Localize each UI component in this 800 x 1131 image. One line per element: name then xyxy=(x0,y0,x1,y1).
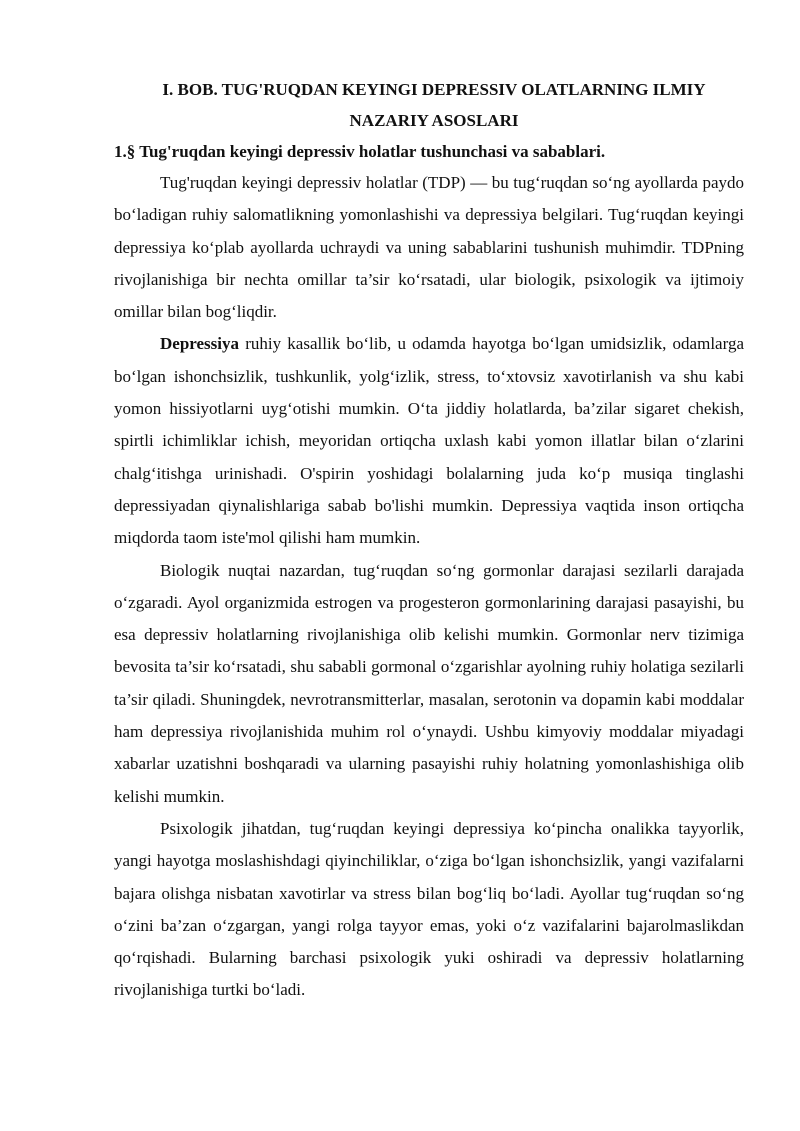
section-heading: 1.§ Tug'ruqdan keyingi depressiv holatlar tushunchasi va sabablari. xyxy=(114,142,606,161)
chapter-title-line-1: I. BOB. TUG'RUQDAN KEYINGI DEPRESSIV OLATLARNING ILMIY xyxy=(162,80,706,99)
paragraph-biological: Biologik nuqtai nazardan, tug‘ruqdan so‘ng gormonlar darajasi sezilarli darajada o‘zgaradi. Ayol organizmida estrogen va progesteron gormonlarining darajasi pasayishi, bu esa depressiv holatlarning rivojlanishiga olib kelishi mumkin. Gormonlar nerv tizimiga bevosita ta’sir ko‘rsatadi, shu sababli gormonal o‘zgarishlar ayolning ruhiy holatiga sezilarli ta’sir qiladi. Shuningdek, nevrotransmitterlar, masalan, serotonin va dopamin kabi moddalar ham depressiya rivojlanishida muhim rol o‘ynaydi. Ushbu kimyoviy moddalar miyadagi xabarlar uzatishni boshqaradi va ularning pasayishi ruhiy holatning yomonlashishiga olib kelishi mumkin. xyxy=(114,560,744,806)
term-depressiya: Depressiya xyxy=(160,334,240,354)
chapter-title-line-2: NAZARIY ASOSLARI xyxy=(349,111,519,130)
paragraph-depression-text: ruhiy kasallik bo‘lib, u odamda hayotga bo‘lgan umidsizlik, odamlarga bo‘lgan ishonchsizlik, tushkunlik, yolg‘izlik, stress, to‘xtovsiz xavotirlanish va shu kabi yomon hissiyotlarni uyg‘otishi mumkin. O‘ta jiddiy holatlarda, ba’zilar sigaret chekish, spirtli ichimliklar ichish, meyoridan ortiqcha uxlash kabi yomon illatlar bilan o‘zlarini chalg‘itishga urinishadi. O'spirin yoshidagi bolalarning juda ko‘p musiqa tinglashi depressiyadan qiynalishlariga sabab bo'lishi mumkin. Depressiya vaqtida inson ortiqcha miqdorda taom iste'mol qilishi ham mumkin. xyxy=(114,334,744,548)
paragraph-psychological: Psixologik jihatdan, tug‘ruqdan keyingi depressiya ko‘pincha onalikka tayyorlik, yangi hayotga moslashishdagi qiyinchiliklar, o‘ziga bo‘lgan ishonchsizlik, yangi vazifalarni bajara olishga nisbatan xavotirlar va stress bilan bog‘liq bo‘ladi. Ayollar tug‘ruqdan so‘ng o‘zini ba’zan o‘zgargan, yangi rolga tayyor emas, yoki o‘z vazifalarini bajarolmaslikdan qo‘rqishadi. Bularning barchasi psixologik yuki oshiradi va depressiv holatlarning rivojlanishiga turtki bo‘ladi. xyxy=(114,818,744,1000)
paragraph-depression xyxy=(114,328,744,554)
paragraph-definition: Tug'ruqdan keyingi depressiv holatlar (TDP) — bu tug‘ruqdan so‘ng ayollarda paydo bo‘ladigan ruhiy salomatlikning yomonlashishi va depressiya belgilari. Tug‘ruqdan keyingi depressiya ko‘plab ayollarda uchraydi va uning sabablarini tushunish muhimdir. TDPning rivojlanishiga bir nechta omillar ta’sir ko‘rsatadi, ular biologik, psixologik va ijtimoiy omillar bilan bog‘liqdir. xyxy=(114,173,744,322)
chapter-title xyxy=(114,74,744,136)
